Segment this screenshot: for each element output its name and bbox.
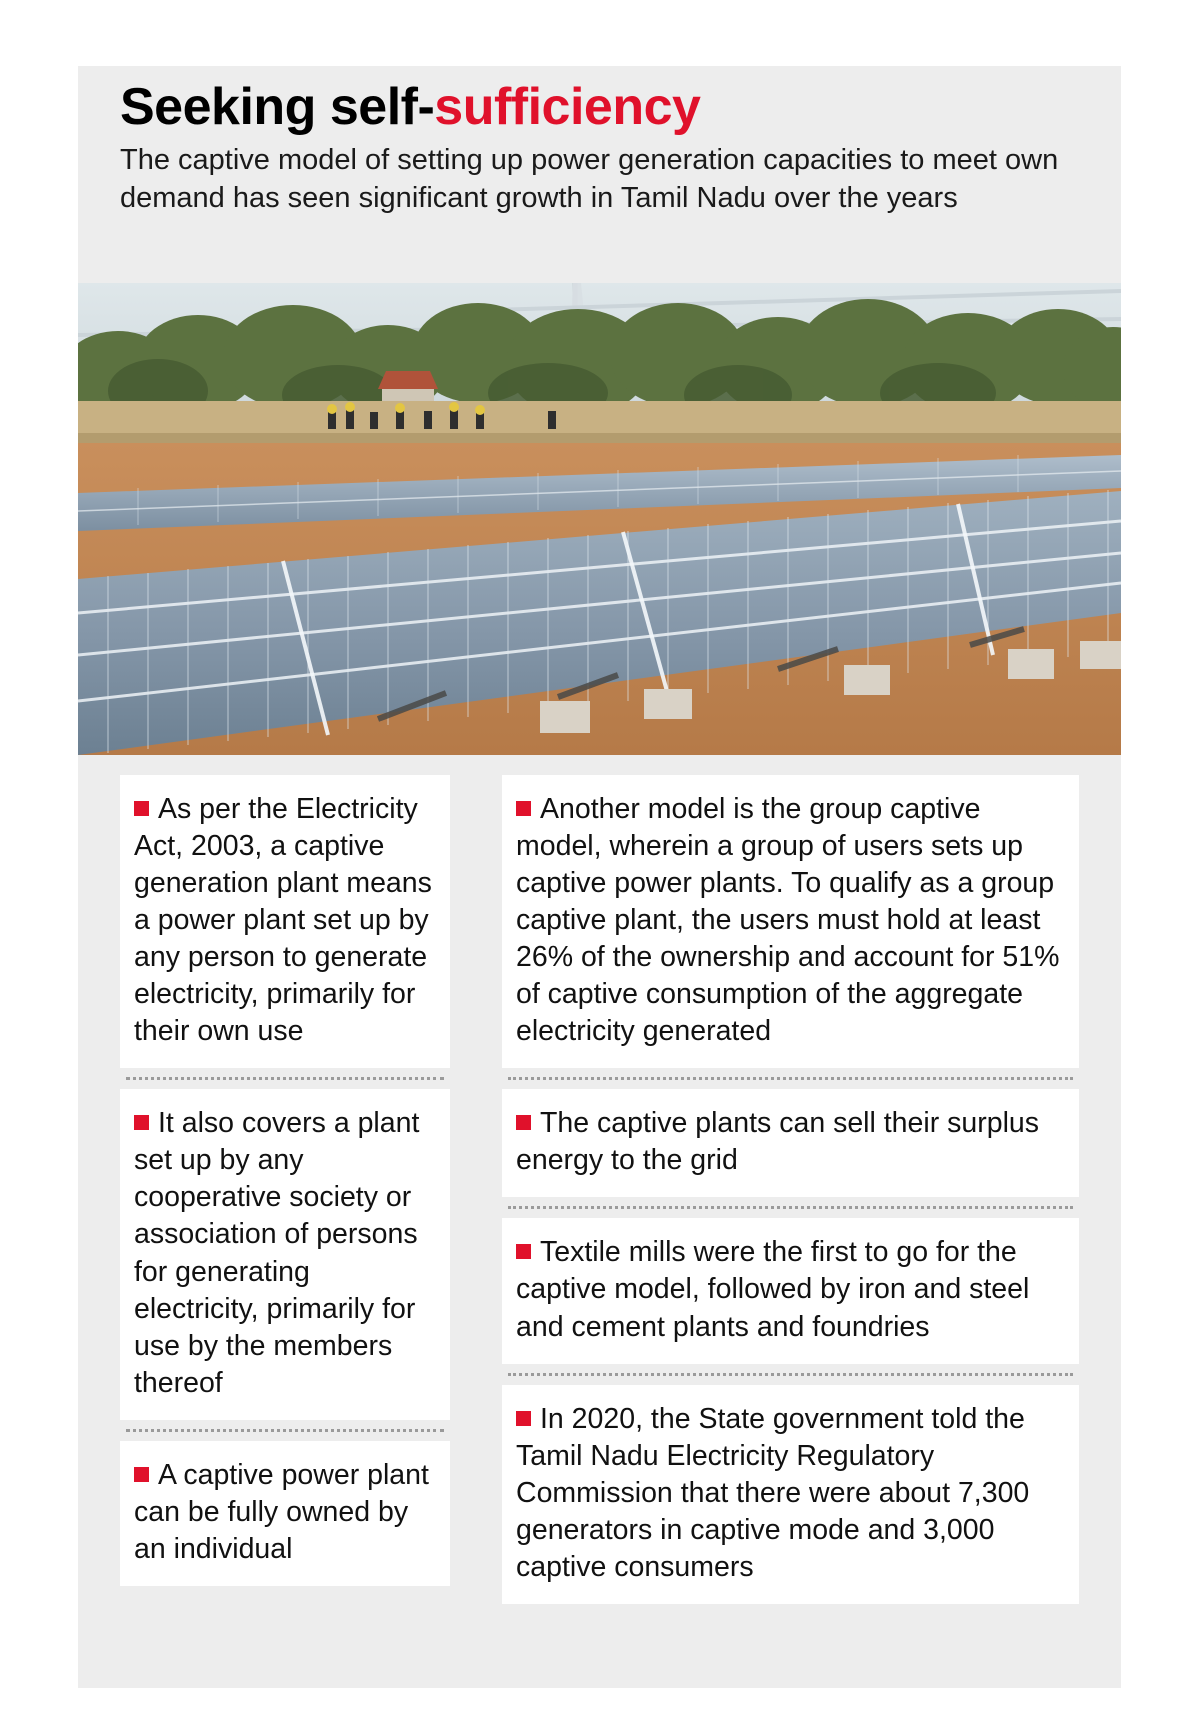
photo-illustration [78,283,1121,755]
dotted-divider [508,1206,1073,1209]
dotted-divider [126,1429,444,1432]
fact-body: As per the Electricity Act, 2003, a captive generation plant means a power plant set up by any person to generate electricity, primarily for their own use [134,793,432,1048]
dotted-divider [508,1373,1073,1376]
fact-card [120,1089,450,1419]
facts-column-right [476,775,1121,1655]
fact-text [516,1401,1063,1586]
fact-body: The captive plants can sell their surplus energy to the grid [516,1107,1040,1177]
fact-card [120,775,450,1068]
page-title-accent: sufficiency [434,78,701,136]
fact-text [516,1234,1063,1345]
fact-card [502,1218,1079,1363]
standfirst: The captive model of setting up power generation capacities to meet own demand has seen significant growth in Tamil Nadu over the years [120,143,1059,214]
solar-farm-photo [78,283,1121,755]
fact-card [120,1441,450,1586]
fact-card [502,1089,1079,1197]
bullet-square-icon [516,1411,531,1426]
bullet-square-icon [134,1467,149,1482]
fact-body: A captive power plant can be fully owned by an individual [134,1458,429,1565]
facts-column-left [78,775,476,1655]
fact-card [502,1385,1079,1604]
dotted-divider [508,1077,1073,1080]
bullet-square-icon [516,1244,531,1259]
bullet-square-icon [134,801,149,816]
fact-text [516,791,1063,1050]
fact-body: In 2020, the State government told the Tamil Nadu Electricity Regulatory Commission that there were about 7,300 generators in captive mode and 3,000 captive consumers [516,1402,1030,1583]
dotted-divider [126,1077,444,1080]
bullet-square-icon [516,1115,531,1130]
bullet-square-icon [134,1115,149,1130]
bullet-square-icon [516,801,531,816]
header-block [120,80,1080,217]
fact-body: Another model is the group captive model, wherein a group of users sets up captive power plants. To qualify as a group captive plant, the users must hold at least 26% of the ownership and account for 51% of captive consumption of the aggregate electricity generated [516,793,1060,1048]
fact-body: It also covers a plant set up by any cooperative society or association of persons for generating electricity, primarily for use by the members thereof [134,1107,420,1399]
fact-text [134,1105,434,1401]
fact-text [134,1457,434,1568]
fact-card [502,775,1079,1068]
fact-text [134,791,434,1050]
fact-text [516,1105,1063,1179]
page-title-part1: Seeking self- [120,78,435,136]
fact-body: Textile mills were the first to go for the captive model, followed by iron and steel and cement plants and foundries [516,1236,1030,1343]
page-title [120,80,1080,135]
facts-columns [78,775,1121,1655]
